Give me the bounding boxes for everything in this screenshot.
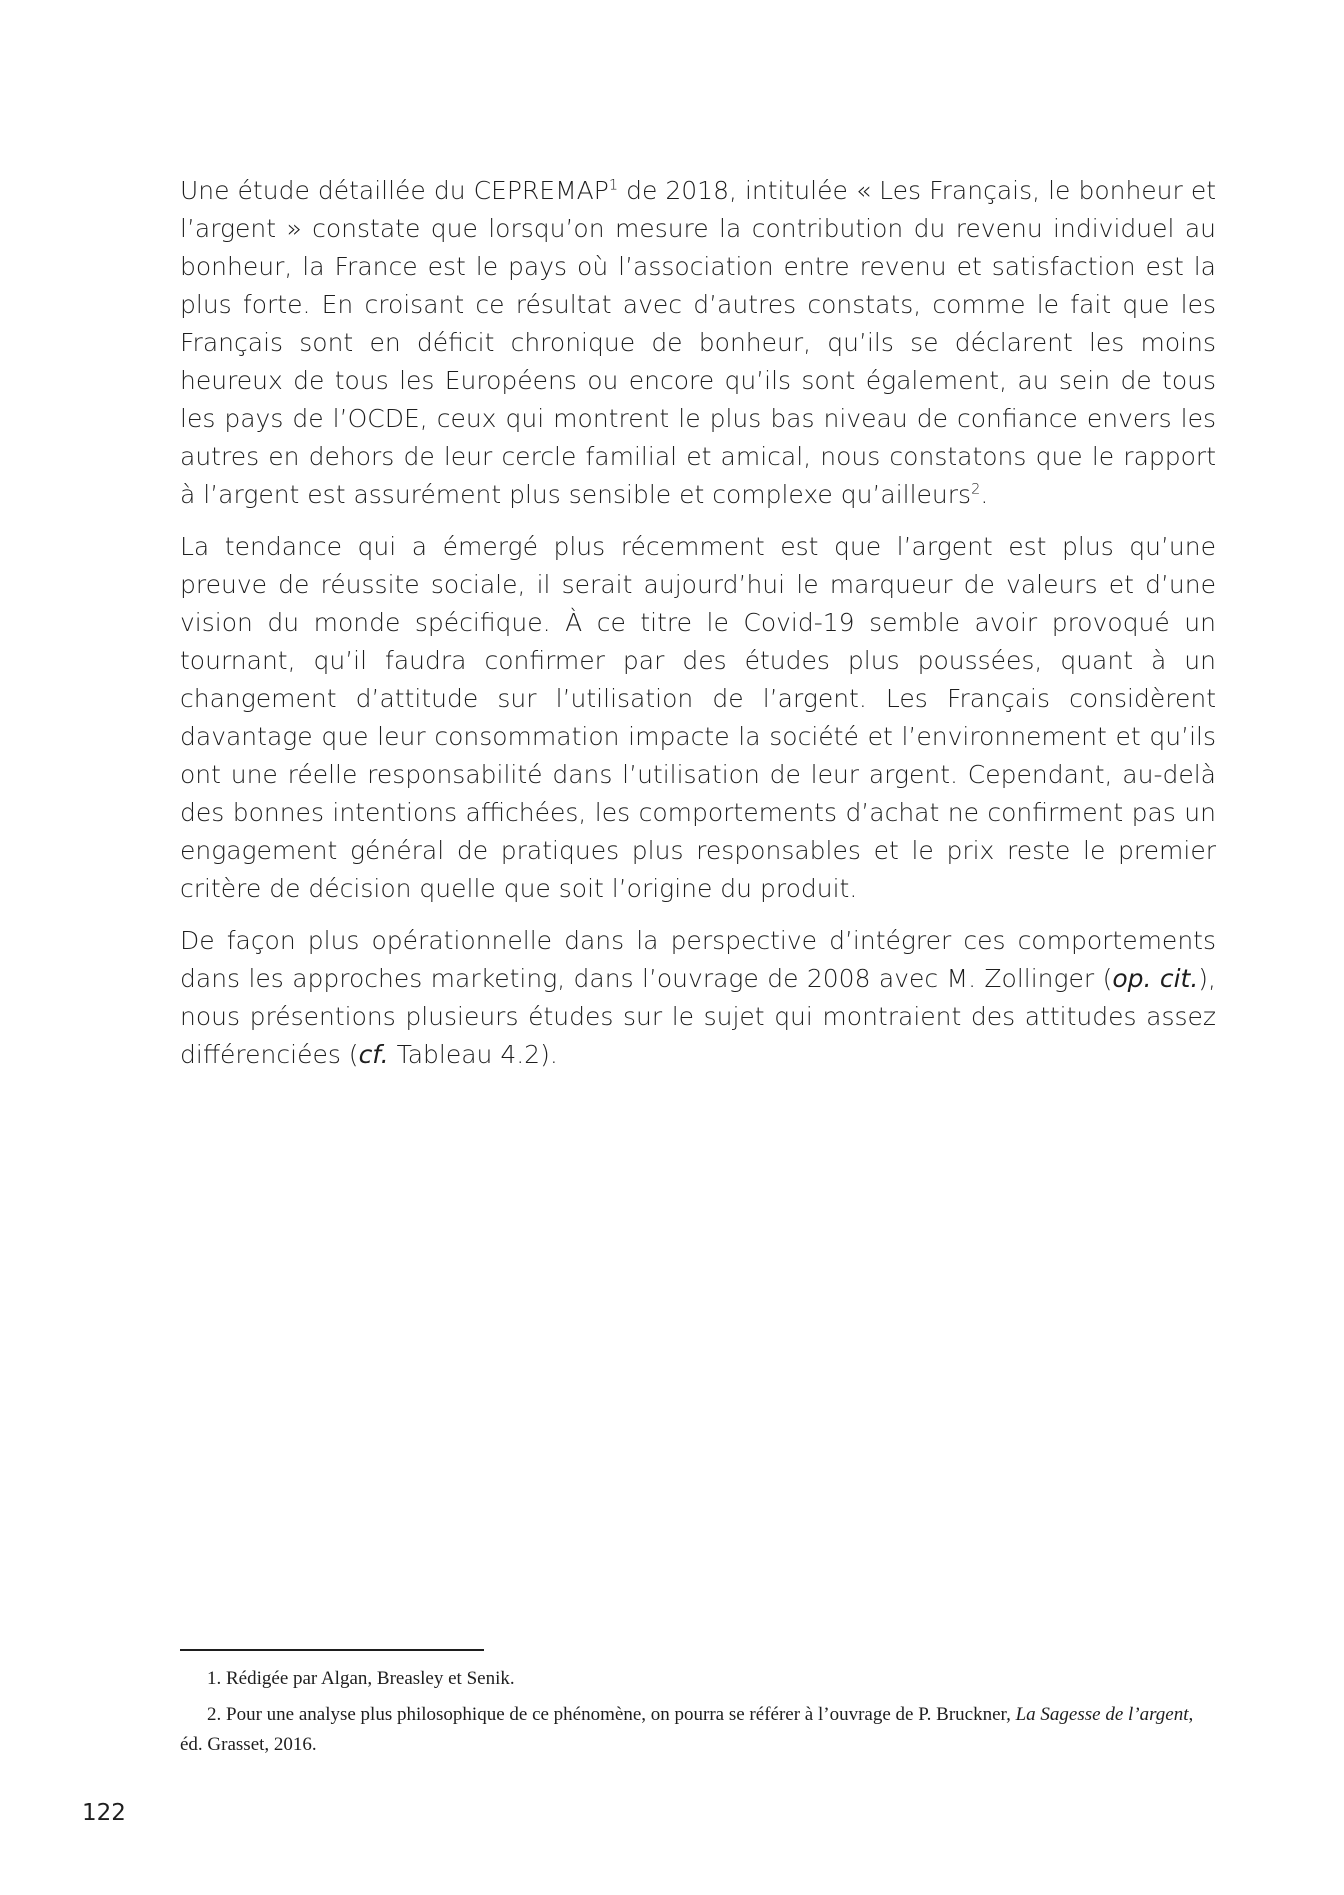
footnote-2-part-a: 2. Pour une analyse plus philosophique de ce phénomène, on pourra se référer à l’ouvrage de P. Bruckner,	[207, 1704, 1016, 1725]
footnote-1: 1. Rédigée par Algan, Breasley et Senik.	[207, 1668, 515, 1689]
paragraph-3-part-a: De façon plus opérationnelle dans la perspective d’intégrer ces comportements dans les approches marketing, dans l’ouvrage de 2008 avec M. Zollinger (	[180, 926, 1216, 993]
footnote-ref-2[interactable]: 2	[971, 481, 981, 498]
op-cit-italic: op. cit.	[1112, 964, 1199, 993]
main-text	[180, 172, 1216, 1088]
paragraph-3-part-c: Tableau 4.2).	[388, 1040, 558, 1069]
footnote-2-part-b: , éd. Grasset, 2016.	[180, 1704, 1194, 1755]
paragraph-3	[180, 922, 1216, 1074]
paragraph-1-part-b: de 2018, intitulée « Les Français, le bonheur et l’argent » constate que lorsqu’on mesure la contribution du revenu individuel au bonheur, la France est le pays où l’association entre revenu et satisfaction est la plus forte. En croisant ce résultat avec d’autres constats, comme le fait que les Français sont en déficit chronique de bonheur, qu’ils se déclarent les moins heureux de tous les Européens ou encore qu’ils sont également, au sein de tous les pays de l’OCDE, ceux qui montrent le plus bas niveau de confiance envers les autres en dehors de leur cercle familial et amical, nous constatons que le rapport à l’argent est assurément plus sensible et complexe qu’ailleurs	[180, 176, 1217, 509]
paragraph-1-part-a: Une étude détaillée du CEPREMAP	[180, 176, 609, 205]
footnote-divider	[180, 1649, 484, 1651]
paragraph-1-part-c: .	[980, 480, 989, 509]
cf-italic: cf.	[358, 1040, 389, 1069]
footnote-ref-1[interactable]: 1	[608, 177, 619, 194]
paragraph-2: La tendance qui a émergé plus récemment est que l’argent est plus qu’une preuve de réussite sociale, il serait aujourd’hui le marqueur de valeurs et d’une vision du monde spécifique. À ce titre le Covid-19 semble avoir provoqué un tournant, qu’il faudra confirmer par des études plus poussées, quant à un changement d’attitude sur l’utilisation de l’argent. Les Français considèrent davantage que leur consommation impacte la société et l’environnement et qu’ils ont une réelle responsabilité dans l’utilisation de leur argent. Cependant, au-delà des bonnes intentions affichées, les comportements d’achat ne confirment pas un engagement général de pratiques plus responsables et le prix reste le premier critère de décision quelle que soit l’origine du produit.	[180, 532, 1216, 903]
paragraph-1	[180, 172, 1216, 514]
page-number: 122	[82, 1800, 126, 1826]
footnote-2	[180, 1700, 1216, 1760]
footnote-2-book-title: La Sagesse de l’argent	[1015, 1704, 1189, 1725]
paragraph-3-part-b: ), nous présentions plusieurs études sur le sujet qui montraient des attitudes assez différenciées (	[180, 964, 1216, 1069]
footnotes	[180, 1664, 1216, 1766]
